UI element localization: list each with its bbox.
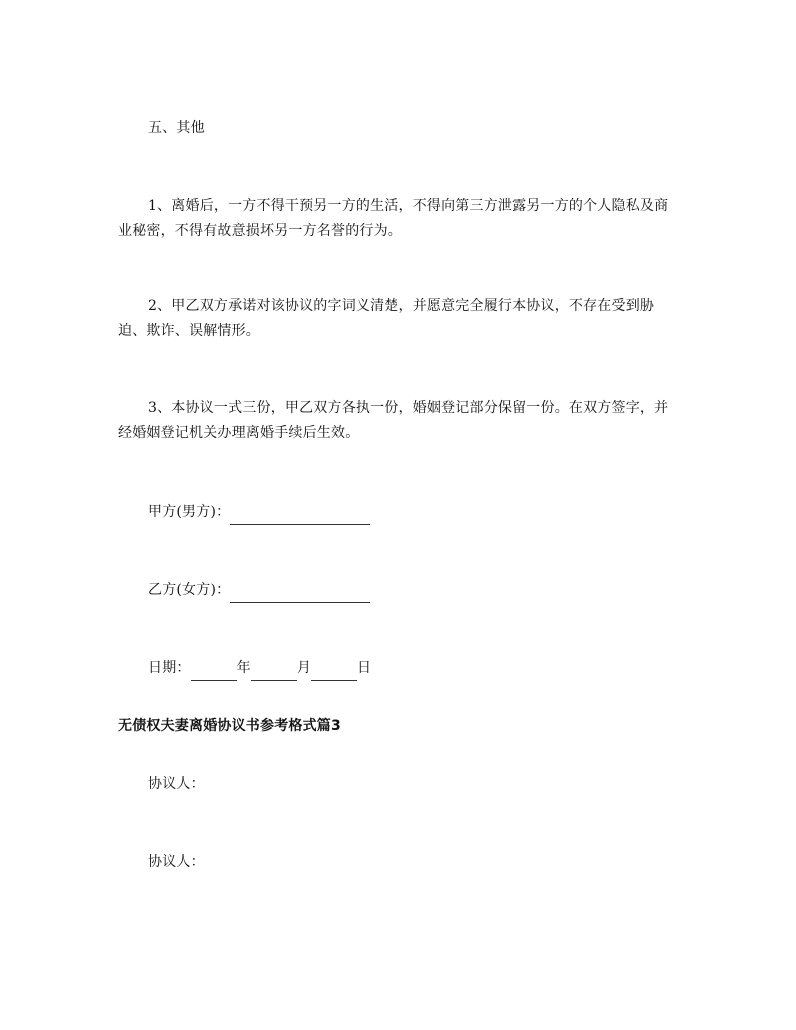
party-a-label: 甲方(男方)： (148, 504, 231, 520)
party-label-2: 协议人： (148, 854, 205, 870)
party-label-1: 协议人： (148, 776, 205, 792)
day-field[interactable] (311, 664, 357, 681)
party-b-signature (118, 578, 678, 603)
month-label: 月 (296, 660, 312, 676)
clause-3: 3、本协议一式三份，甲乙双方各执一份，婚姻登记部分保留一份。在双方签字，并经婚姻登记机关办理离婚手续后生效。 (118, 400, 669, 441)
date-line (118, 656, 678, 681)
year-label: 年 (236, 660, 251, 676)
section-heading (118, 116, 678, 141)
clause-1: 1、离婚后，一方不得干预另一方的生活，不得向第三方泄露另一方的个人隐私及商业秘密，不得有故意损坏另一方名誉的行为。 (118, 198, 669, 239)
date-label: 日期： (148, 660, 191, 676)
month-field[interactable] (251, 664, 297, 681)
party-a-signature-line[interactable] (230, 508, 370, 525)
year-field[interactable] (191, 664, 237, 681)
day-label: 日 (357, 660, 372, 676)
section-heading-text: 五、其他 (148, 120, 205, 136)
clause-2: 2、甲乙双方承诺对该协议的字词义清楚，并愿意完全履行本协议，不存在受到胁迫、欺诈、误解情形。 (118, 298, 655, 339)
next-article-title: 无债权夫妻离婚协议书参考格式篇3 (118, 718, 341, 734)
party-a-signature (118, 500, 678, 525)
party-b-label: 乙方(女方)： (148, 582, 231, 598)
party-b-signature-line[interactable] (230, 586, 370, 603)
